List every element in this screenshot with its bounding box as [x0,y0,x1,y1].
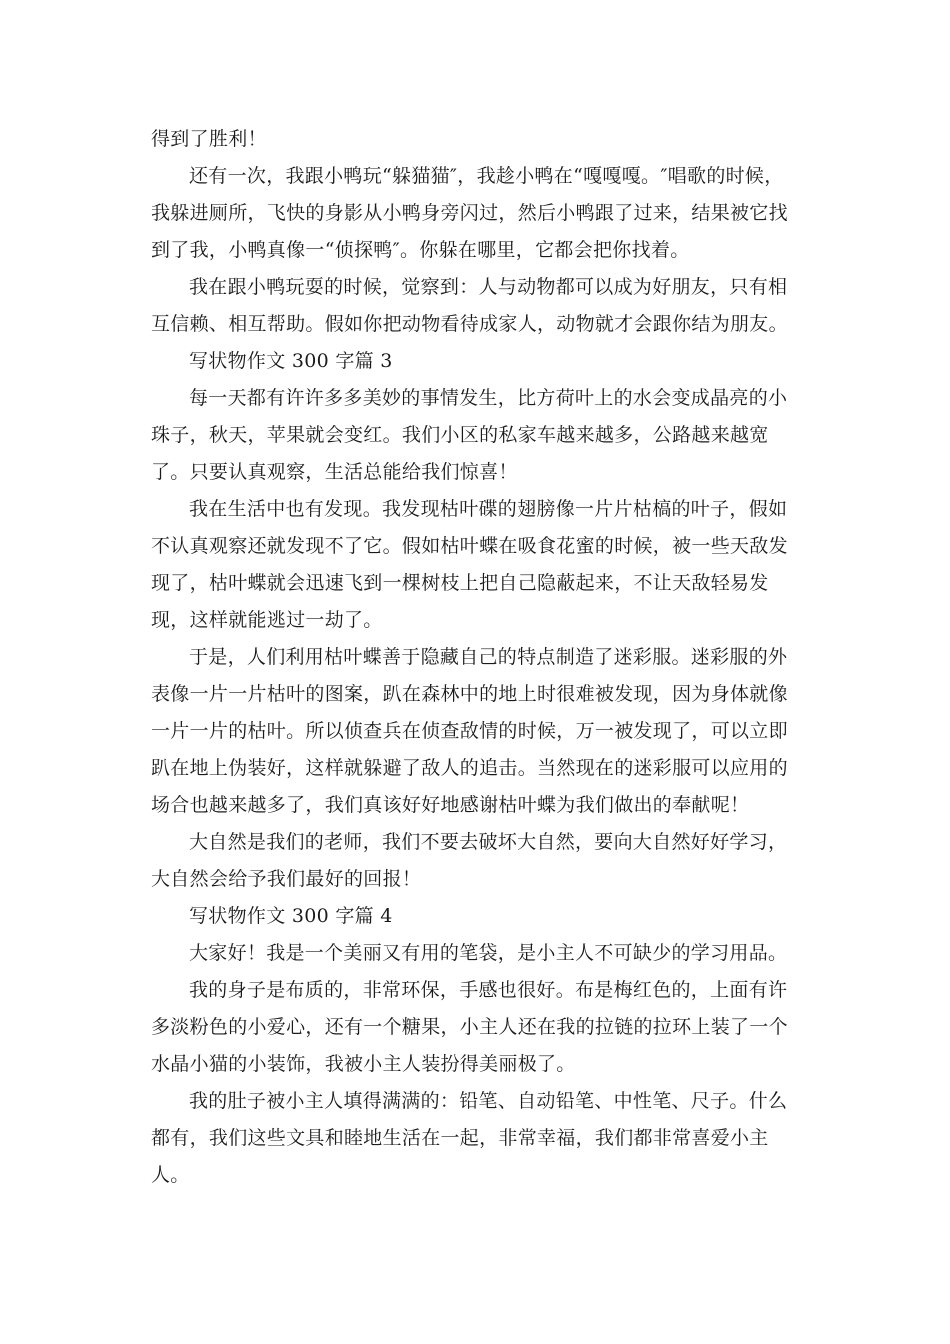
text-line: 了。只要认真观察，生活总能给我们惊喜！ [151,461,518,483]
text-line: 人。 [151,1164,190,1186]
text-line: 珠子，秋天，苹果就会变红。我们小区的私家车越来越多，公路越来越宽 [151,424,769,446]
text-line: 一片一片的枯叶。所以侦查兵在侦查敌情的时候，万一被发现了，可以立即 [151,720,788,742]
text-line: 互信赖、相互帮助。假如你把动物看待成家人，动物就才会跟你结为朋友。 [151,313,788,335]
text-line: 场合也越来越多了，我们真该好好地感谢枯叶蝶为我们做出的奉献呢！ [151,794,750,816]
text-line: 于是，人们利用枯叶蝶善于隐藏自己的特点制造了迷彩服。迷彩服的外 [189,646,788,668]
section-heading: 写状物作文 300 字篇 4 [189,905,393,927]
text-line: 大自然是我们的老师，我们不要去破坏大自然，要向大自然好好学习， [189,831,788,853]
text-line: 表像一片一片枯叶的图案，趴在森林中的地上时很难被发现，因为身体就像 [151,683,788,705]
text-line: 得到了胜利！ [151,128,267,150]
text-line: 我躲进厕所，飞快的身影从小鸭身旁闪过，然后小鸭跟了过来，结果被它找 [151,202,788,224]
text-line: 到了我，小鸭真像一“侦探鸭″。你躲在哪里，它都会把你找着。 [151,239,690,261]
text-line: 大自然会给予我们最好的回报！ [151,868,422,890]
text-line: 水晶小猫的小装饰，我被小主人装扮得美丽极了。 [151,1053,576,1075]
text-line: 我在跟小鸭玩耍的时候，觉察到：人与动物都可以成为好朋友，只有相 [189,276,788,298]
text-line: 现了，枯叶蝶就会迅速飞到一棵树枝上把自己隐蔽起来，不让天敌轻易发 [151,572,769,594]
text-line: 不认真观察还就发现不了它。假如枯叶蝶在吸食花蜜的时候，被一些天敌发 [151,535,788,557]
text-line: 还有一次，我跟小鸭玩“躲猫猫″，我趁小鸭在“嘎嘎嘎。″唱歌的时候， [189,165,784,187]
section-heading: 写状物作文 300 字篇 3 [189,350,393,372]
text-line: 每一天都有许许多多美妙的事情发生，比方荷叶上的水会变成晶亮的小 [189,387,788,409]
text-line: 趴在地上伪装好，这样就躲避了敌人的追击。当然现在的迷彩服可以应用的 [151,757,788,779]
text-line: 我的身子是布质的，非常环保，手感也很好。布是梅红色的，上面有许 [189,979,788,1001]
text-line: 我的肚子被小主人填得满满的：铅笔、自动铅笔、中性笔、尺子。什么 [189,1090,788,1112]
text-line: 多淡粉色的小爱心，还有一个糖果，小主人还在我的拉链的拉环上装了一个 [151,1016,788,1038]
text-line: 我在生活中也有发现。我发现枯叶碟的翅膀像一片片枯槁的叶子，假如 [189,498,788,520]
text-line: 大家好！我是一个美丽又有用的笔袋，是小主人不可缺少的学习用品。 [189,942,788,964]
text-line: 现，这样就能逃过一劫了。 [151,609,383,631]
text-line: 都有，我们这些文具和睦地生活在一起，非常幸福，我们都非常喜爱小主 [151,1127,769,1149]
